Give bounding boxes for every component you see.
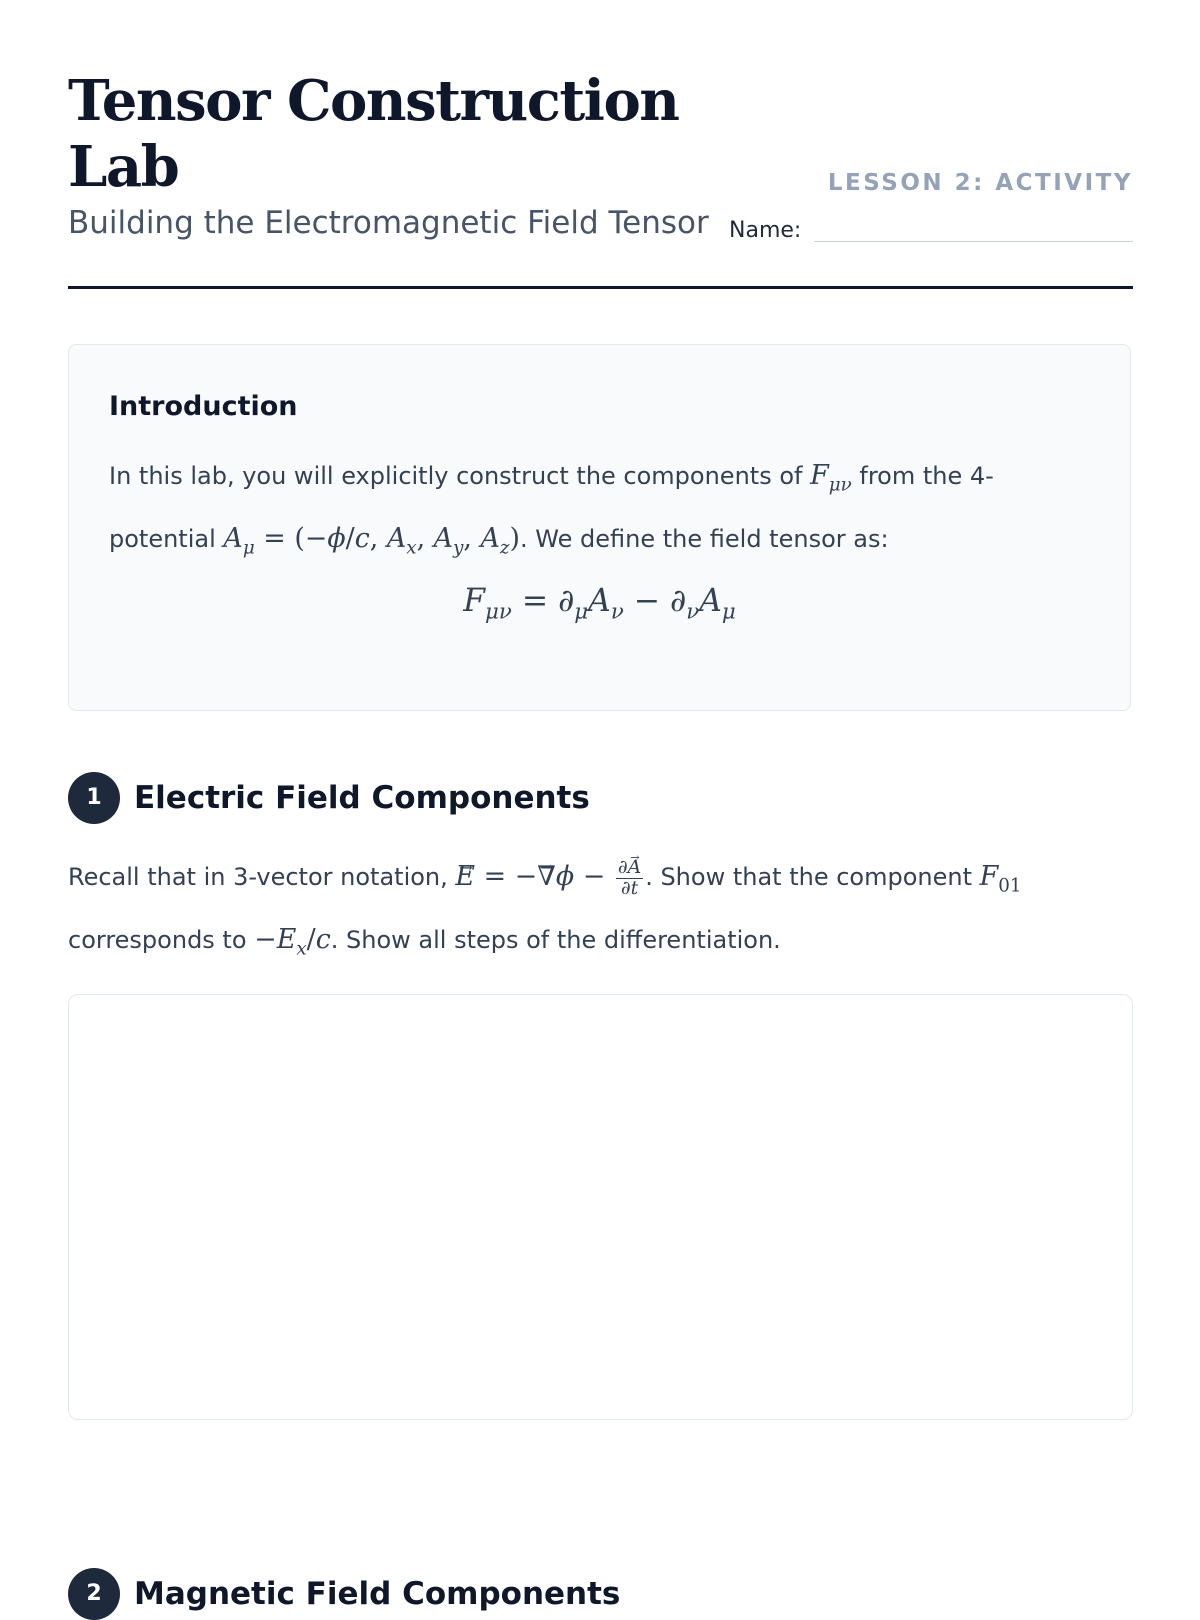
field-tensor-definition: $F_{\mu\nu} = \partial_\mu A_\nu - \partial_\nu A_\mu$ <box>463 583 736 625</box>
header-divider <box>68 286 1133 289</box>
section-1-title: Electric Field Components <box>134 780 590 816</box>
section-1-text-part-2: . Show that the component <box>645 863 980 891</box>
intro-text-part-2: from the 4-potential <box>109 462 994 554</box>
introduction-heading: Introduction <box>109 391 298 422</box>
negative-ex-over-c: $-E_x/c$ <box>254 924 331 960</box>
page-subtitle: Building the Electromagnetic Field Tensor <box>68 205 709 241</box>
intro-text-part-1: In this lab, you will explicitly construct the components of <box>109 462 811 490</box>
section-1-number-badge: 1 <box>68 772 120 824</box>
section-1-text-part-3: corresponds to <box>68 926 255 955</box>
electric-field-expression: → E = −→ ∇ϕ − $\frac{\partial\to A}{\partial t}$ <box>455 861 645 892</box>
title-line-2: Lab <box>68 134 179 200</box>
worksheet-page <box>68 0 1133 1612</box>
section-1-text-part-4: . Show all steps of the differentiation. <box>330 926 781 955</box>
section-1-answer-area[interactable] <box>68 994 1133 1420</box>
section-2-title: Magnetic Field Components <box>134 1576 621 1612</box>
field-tensor-symbol: $F_{\mu\nu}$ <box>810 460 852 496</box>
f01-component: $F_{01}$ <box>979 861 1022 897</box>
worksheet-header <box>68 0 1133 290</box>
name-label: Name: <box>729 218 802 243</box>
section-1-text-part-1: Recall that in 3-vector notation, <box>68 863 456 891</box>
lesson-tag: LESSON 2: ACTIVITY <box>827 170 1133 196</box>
page-title <box>68 68 679 200</box>
name-field[interactable] <box>814 241 1133 242</box>
introduction-text <box>109 449 1099 576</box>
introduction-box <box>68 344 1131 711</box>
section-1-prompt <box>68 850 1133 977</box>
section-2-number-badge: 2 <box>68 1568 120 1620</box>
title-line-1: Tensor Construction <box>68 68 679 134</box>
intro-text-part-3: . We define the field tensor as: <box>520 525 889 554</box>
four-potential-expression: $A_\mu = (-\phi/c$, $A_x$, $A_y$, $A_z$) <box>223 523 521 559</box>
